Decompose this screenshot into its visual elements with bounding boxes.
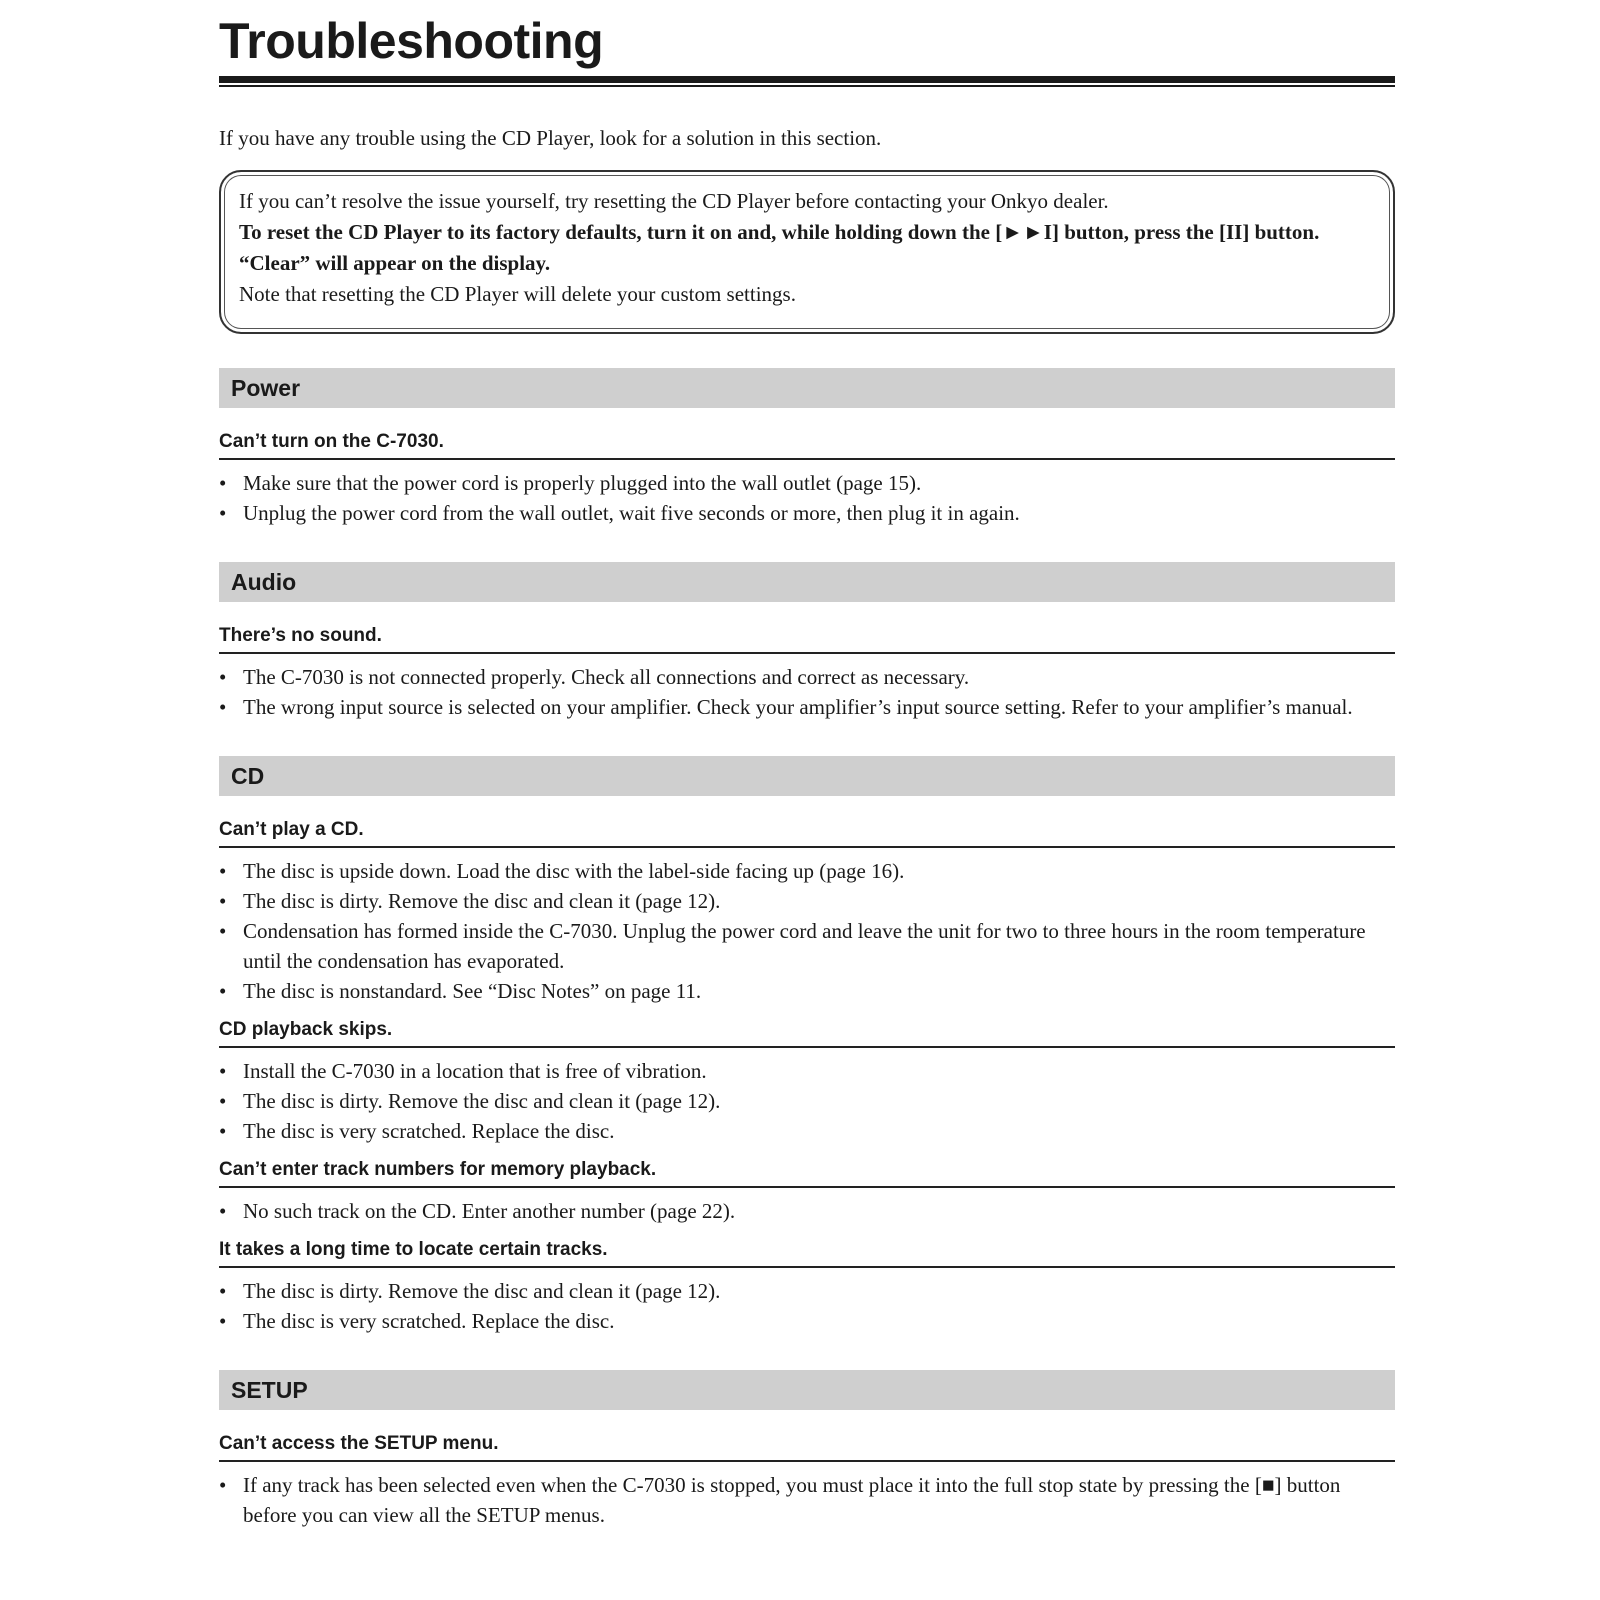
list-item: • The disc is dirty. Remove the disc and clean it (page 12). xyxy=(219,1276,1395,1306)
solution-list xyxy=(219,468,1395,528)
section-heading-cd: CD xyxy=(219,756,1395,796)
list-item: • The disc is dirty. Remove the disc and clean it (page 12). xyxy=(219,1086,1395,1116)
solution-list xyxy=(219,1056,1395,1146)
intro-text: If you have any trouble using the CD Player, look for a solution in this section. xyxy=(219,126,882,150)
list-item: • The C-7030 is not connected properly. Check all connections and correct as necessary. xyxy=(219,662,1395,692)
list-item: • The disc is very scratched. Replace the disc. xyxy=(219,1306,1395,1336)
solution-list xyxy=(219,856,1395,1006)
list-item: • The disc is upside down. Load the disc with the label-side facing up (page 16). xyxy=(219,856,1395,886)
list-item: • Condensation has formed inside the C-7030. Unplug the power cord and leave the unit for two to three hours in the room temperature until the condensation has evaporated. xyxy=(219,916,1395,976)
section-heading-setup: SETUP xyxy=(219,1370,1395,1410)
list-item: • If any track has been selected even when the C-7030 is stopped, you must place it into the full stop state by pressing the [■] button before you can view all the SETUP menus. xyxy=(219,1470,1395,1530)
list-item: • No such track on the CD. Enter another number (page 22). xyxy=(219,1196,1395,1226)
problem-title: There’s no sound. xyxy=(219,624,1395,654)
problem-title: Can’t turn on the C-7030. xyxy=(219,430,1395,460)
solution-list xyxy=(219,1196,1395,1226)
problem-title: Can’t access the SETUP menu. xyxy=(219,1432,1395,1462)
manual-page xyxy=(219,0,1395,1530)
list-item: • The disc is nonstandard. See “Disc Notes” on page 11. xyxy=(219,976,1395,1006)
list-item: • Make sure that the power cord is properly plugged into the wall outlet (page 15). xyxy=(219,468,1395,498)
note-line-1: If you can’t resolve the issue yourself, try resetting the CD Player before contacting your Onkyo dealer. xyxy=(239,189,1109,213)
section-heading-audio: Audio xyxy=(219,562,1395,602)
solution-list xyxy=(219,662,1395,722)
list-item: • The wrong input source is selected on your amplifier. Check your amplifier’s input source setting. Refer to your amplifier’s manual. xyxy=(219,692,1395,722)
note-line-2: To reset the CD Player to its factory defaults, turn it on and, while holding down the [►►I] button, press the [II] button. “Clear” will appear on the display. xyxy=(239,220,1320,275)
note-line-3: Note that resetting the CD Player will delete your custom settings. xyxy=(239,282,796,306)
page-title: Troubleshooting xyxy=(219,13,604,69)
title-rule xyxy=(219,76,1395,83)
list-item: • Install the C-7030 in a location that is free of vibration. xyxy=(219,1056,1395,1086)
problem-title: It takes a long time to locate certain tracks. xyxy=(219,1238,1395,1268)
problem-title: Can’t play a CD. xyxy=(219,818,1395,848)
section-heading-power: Power xyxy=(219,368,1395,408)
solution-list xyxy=(219,1276,1395,1336)
list-item: • The disc is dirty. Remove the disc and clean it (page 12). xyxy=(219,886,1395,916)
title-rule-thin xyxy=(219,85,1395,87)
problem-title: Can’t enter track numbers for memory playback. xyxy=(219,1158,1395,1188)
list-item: • Unplug the power cord from the wall outlet, wait five seconds or more, then plug it in again. xyxy=(219,498,1395,528)
reset-note-box xyxy=(219,170,1395,334)
list-item: • The disc is very scratched. Replace the disc. xyxy=(219,1116,1395,1146)
solution-list xyxy=(219,1470,1395,1530)
problem-title: CD playback skips. xyxy=(219,1018,1395,1048)
